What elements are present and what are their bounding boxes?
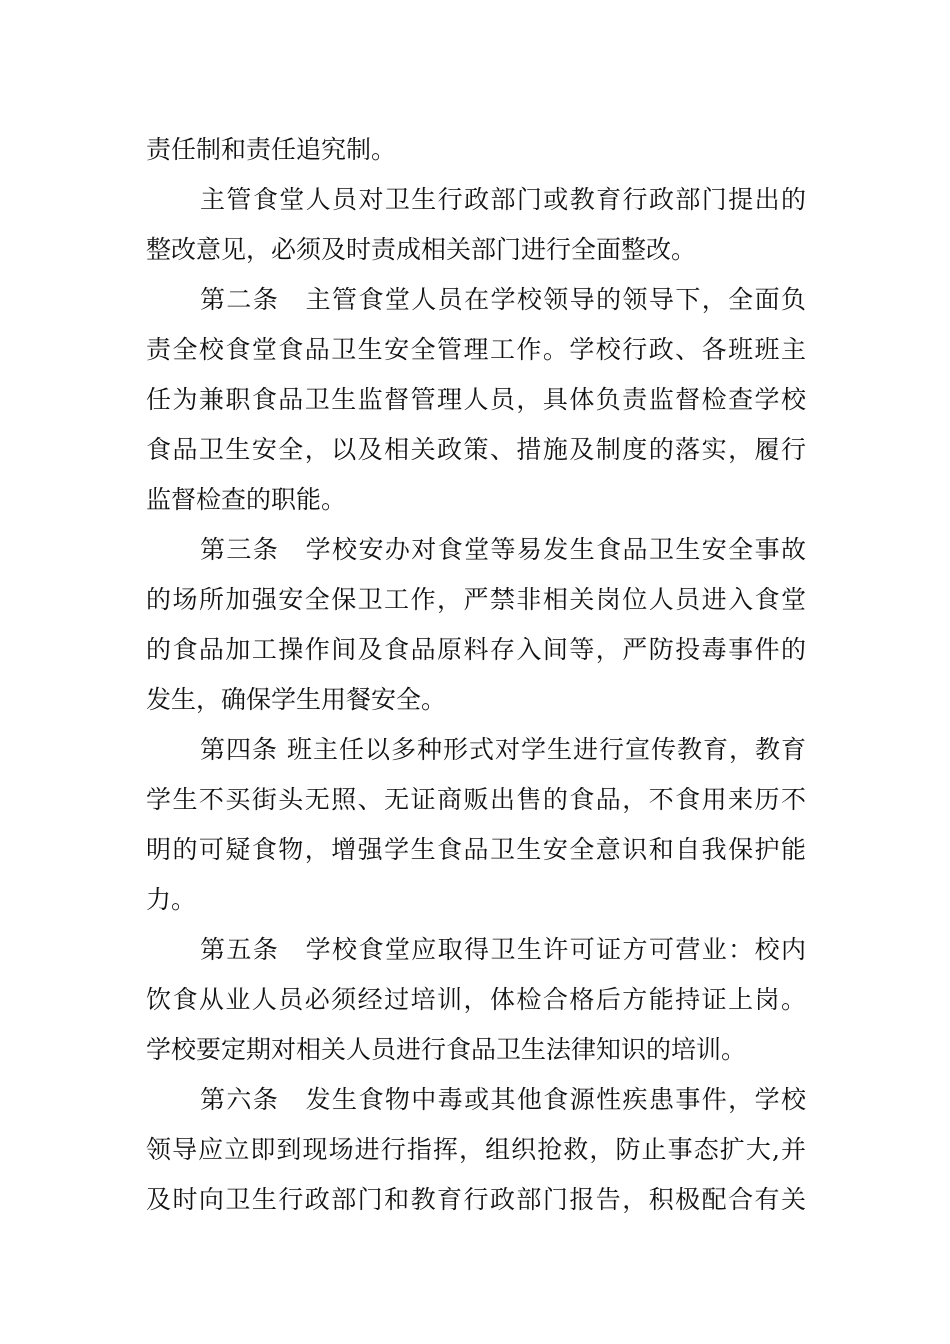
text-line: 第六条 发生食物中毒或其他食源性疾患事件，学校 bbox=[200, 1085, 806, 1114]
text-line: 明的可疑食物，增强学生食品卫生安全意识和自我保护能 bbox=[146, 835, 806, 864]
text-line: 发生，确保学生用餐安全。 bbox=[146, 685, 447, 714]
text-line: 第三条 学校安办对食堂等易发生食品卫生安全事故 bbox=[200, 535, 806, 564]
text-line: 第二条 主管食堂人员在学校领导的领导下，全面负 bbox=[200, 285, 806, 314]
text-line: 第五条 学校食堂应取得卫生许可证方可营业：校内 bbox=[200, 935, 806, 964]
text-line: 饮食从业人员必须经过培训，体检合格后方能持证上岗。 bbox=[146, 985, 806, 1014]
text-line: 力。 bbox=[146, 885, 197, 914]
text-line: 的场所加强安全保卫工作，严禁非相关岗位人员进入食堂 bbox=[146, 585, 806, 614]
text-line: 及时向卫生行政部门和教育行政部门报告，积极配合有关 bbox=[146, 1185, 806, 1214]
text-line: 整改意见，必须及时责成相关部门进行全面整改。 bbox=[146, 235, 697, 264]
text-line: 领导应立即到现场进行指挥，组织抢救，防止事态扩大,并 bbox=[146, 1135, 806, 1164]
text-line: 责全校食堂食品卫生安全管理工作。学校行政、各班班主 bbox=[146, 335, 806, 364]
text-line: 学生不买街头无照、无证商贩出售的食品，不食用来历不 bbox=[146, 785, 806, 814]
text-line: 食品卫生安全，以及相关政策、措施及制度的落实，履行 bbox=[146, 435, 806, 464]
text-line: 责任制和责任追究制。 bbox=[146, 135, 397, 164]
text-line: 监督检查的职能。 bbox=[146, 485, 347, 514]
text-line: 的食品加工操作间及食品原料存入间等，严防投毒事件的 bbox=[146, 635, 806, 664]
text-line: 学校要定期对相关人员进行食品卫生法律知识的培训。 bbox=[146, 1035, 747, 1064]
text-line: 主管食堂人员对卫生行政部门或教育行政部门提出的 bbox=[200, 185, 806, 214]
text-line: 第四条 班主任以多种形式对学生进行宣传教育，教育 bbox=[200, 735, 806, 764]
text-line: 任为兼职食品卫生监督管理人员，具体负责监督检查学校 bbox=[146, 385, 806, 414]
